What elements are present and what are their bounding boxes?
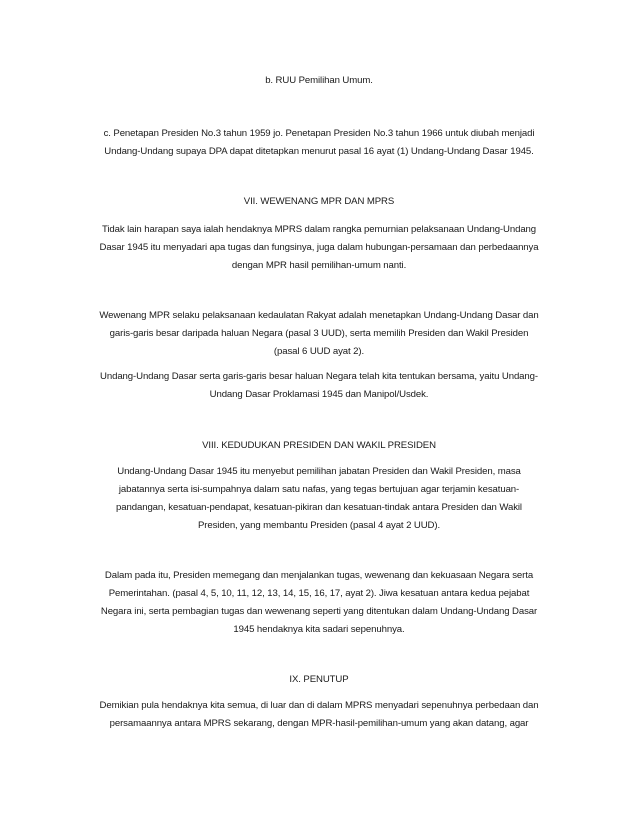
- section-vii-para1-line-1: Tidak lain harapan saya ialah hendaknya MPRS dalam rangka pemurnian pelaksanaan Undang-Undang: [101, 224, 537, 235]
- section-ix-para1-line-1: Demikian pula hendaknya kita semua, di luar dan di dalam MPRS menyadari sepenuhnya perbedaan dan: [99, 700, 539, 711]
- section-vii-para1-line-2: Dasar 1945 itu menyadari apa tugas dan fungsinya, juga dalam hubungan-persamaan dan perbedaannya: [99, 242, 539, 253]
- item-c-line-2: Undang-Undang supaya DPA dapat ditetapkan menurut pasal 16 ayat (1) Undang-Undang Dasar 1945.: [104, 146, 534, 157]
- section-viii-para1-line-2: jabatannya serta isi-sumpahnya dalam satu nafas, yang tegas bertujuan agar terjamin kesatuan-: [118, 484, 520, 495]
- section-vii-para2-line-1: Wewenang MPR selaku pelaksanaan kedaulatan Rakyat adalah menetapkan Undang-Undang Dasar dan: [99, 310, 539, 321]
- section-ix-para1-line-2: persamaannya antara MPRS sekarang, dengan MPR-hasil-pemilihan-umum yang akan datang, agar: [109, 718, 529, 729]
- section-viii-para1-line-3: pandangan, kesatuan-pendapat, kesatuan-pikiran dan kesatuan-tindak antara Presiden dan Wakil: [116, 502, 522, 513]
- section-viii-para2-line-1: Dalam pada itu, Presiden memegang dan menjalankan tugas, wewenang dan kekuasaan Negara serta: [104, 570, 534, 581]
- section-viii-para2-line-4: 1945 hendaknya kita sadari sepenuhnya.: [233, 624, 405, 635]
- item-c-line-1: c. Penetapan Presiden No.3 tahun 1959 jo. Penetapan Presiden No.3 tahun 1966 untuk diubah menjadi: [103, 128, 535, 139]
- section-viii-para1-line-1: Undang-Undang Dasar 1945 itu menyebut pemilihan jabatan Presiden dan Wakil Presiden, masa: [117, 466, 521, 477]
- section-viii-para2-line-2: Pemerintahan. (pasal 4, 5, 10, 11, 12, 13, 14, 15, 16, 17, ayat 2). Jiwa kesatuan antara kedua pejabat: [108, 588, 530, 599]
- item-b: b. RUU Pemilihan Umum.: [265, 75, 373, 86]
- section-vii-para3-line-2: Undang Dasar Proklamasi 1945 dan Manipol/Usdek.: [209, 389, 429, 400]
- section-vii-para3-line-1: Undang-Undang Dasar serta garis-garis besar haluan Negara telah kita tentukan bersama, yaitu Undang-: [100, 371, 538, 382]
- section-vii-para2-line-3: (pasal 6 UUD ayat 2).: [273, 346, 365, 357]
- section-vii-heading: VII. WEWENANG MPR DAN MPRS: [243, 196, 395, 207]
- section-viii-para1-line-4: Presiden, yang membantu Presiden (pasal 4 ayat 2 UUD).: [197, 520, 441, 531]
- section-vii-para2-line-2: garis-garis besar daripada haluan Negara (pasal 3 UUD), serta memilih Presiden dan Wakil Presiden: [109, 328, 529, 339]
- section-viii-para2-line-3: Negara ini, serta pembagian tugas dan wewenang seperti yang ditentukan dalam Undang-Undang Dasar: [100, 606, 538, 617]
- section-viii-heading: VIII. KEDUDUKAN PRESIDEN DAN WAKIL PRESIDEN: [202, 440, 436, 451]
- section-vii-para1-line-3: dengan MPR hasil pemilihan-umum nanti.: [231, 260, 407, 271]
- section-ix-heading: IX. PENUTUP: [289, 674, 349, 685]
